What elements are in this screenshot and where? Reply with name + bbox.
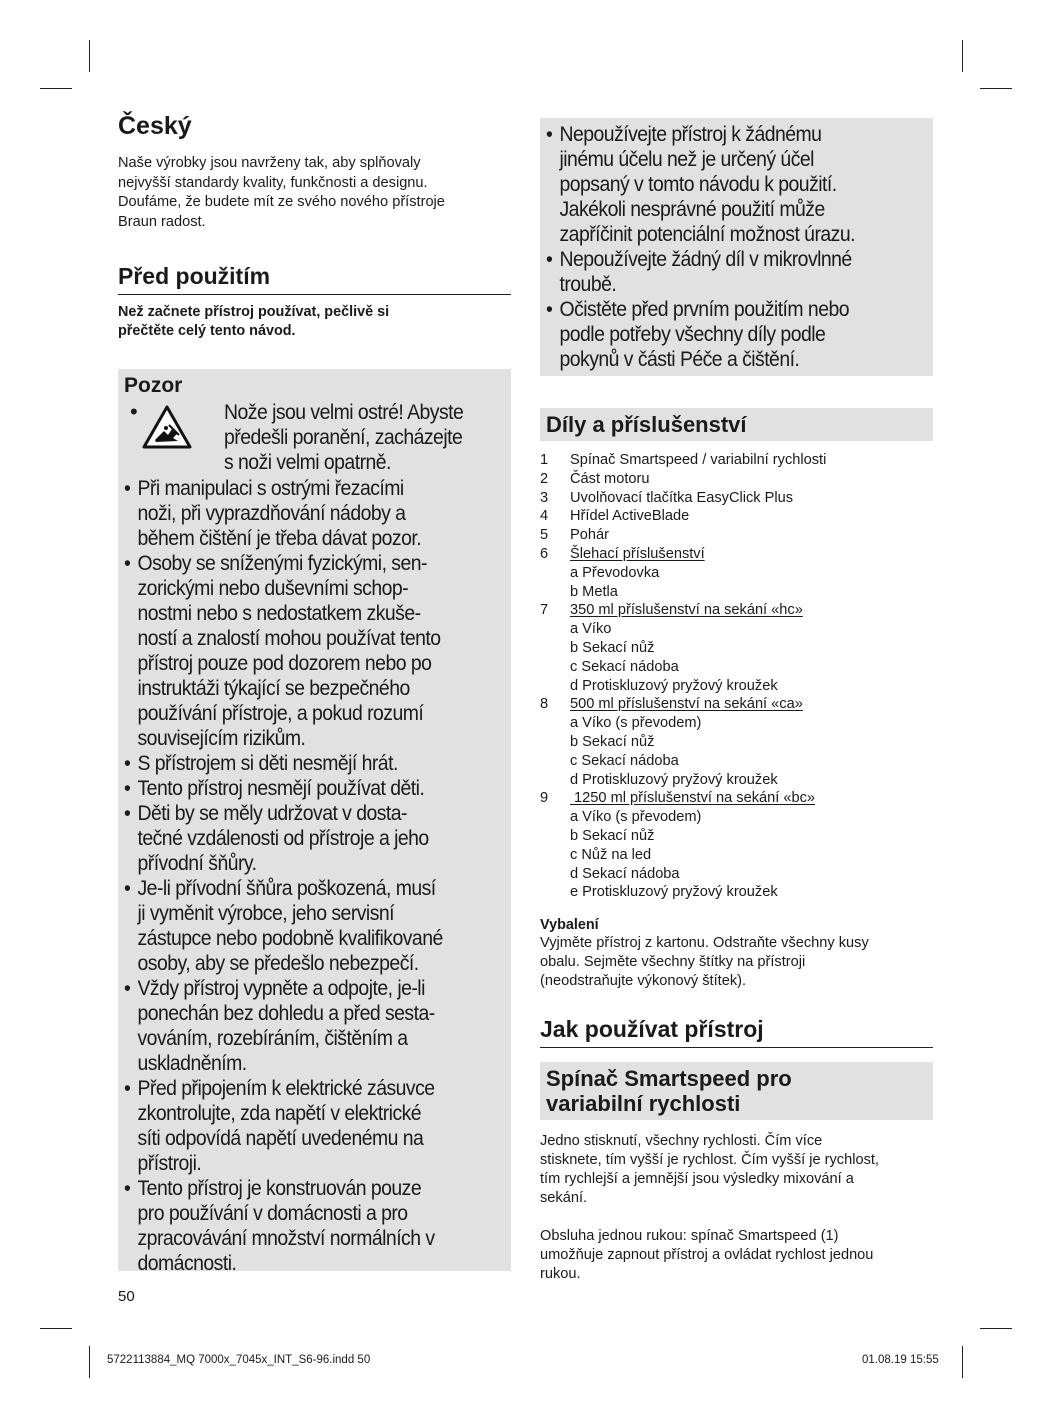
part-subitem: d Sekací nádoba [570, 865, 680, 882]
warning-box [118, 369, 511, 1275]
part-subitem: a Převodovka [570, 564, 660, 581]
part-label-text: Hřídel ActiveBlade [570, 508, 690, 525]
unpacking-text [540, 934, 933, 991]
text-line: pro používání v domácnosti a pro [137, 1200, 408, 1225]
warning-item [124, 475, 518, 550]
part-subitem: b Sekací nůž [570, 639, 655, 656]
crop-mark [40, 1328, 72, 1329]
part-subitem: c Nůž na led [570, 846, 652, 863]
text-line: přístroj pouze pod dozorem nebo po [137, 650, 432, 675]
intro-paragraph [118, 154, 511, 232]
part-subitem: b Metla [570, 583, 618, 600]
crop-mark [980, 88, 1012, 89]
text-line: domácnosti. [137, 1250, 237, 1275]
part-subitem: c Sekací nádoba [570, 658, 679, 675]
crop-mark [89, 40, 90, 72]
text-line: zástupce nebo podobně kvalifikované [137, 925, 443, 950]
part-subitem: b Sekací nůž [570, 733, 655, 750]
text-line: Před připojením k elektrické zásuvce [137, 1075, 435, 1100]
text-line: Obsluha jednou rukou: spínač Smartspeed (1) [540, 1228, 839, 1245]
text-line: popsaný v tomto návodu k použití. [559, 171, 837, 196]
warning-item [124, 775, 518, 800]
text-line: zpracovávání množství normálních v [137, 1225, 435, 1250]
text-line: síti odpovídá napětí uvedenému na [137, 1125, 424, 1150]
warning-item [546, 121, 940, 246]
text-line: předešli poranění, zacházejte [224, 424, 463, 449]
knife-hand-warning-icon [142, 405, 192, 449]
warning-item [124, 1075, 518, 1175]
text-line: přívodní šňůry. [137, 850, 257, 875]
heading-line: Spínač Smartspeed pro [546, 1066, 792, 1092]
text-line: vováním, rozebíráním, čištěním a [137, 1025, 408, 1050]
text-line: S přístrojem si děti nesmějí hrát. [137, 750, 398, 775]
smartspeed-heading [540, 1062, 933, 1120]
part-number: 4 [540, 508, 549, 525]
text-line: rukou. [540, 1266, 581, 1283]
text-line: zapříčinit potenciální možnost úrazu. [559, 221, 855, 246]
page-number: 50 [118, 1288, 135, 1305]
how-to-heading: Jak používat přístroj [540, 1015, 933, 1048]
footer-datetime: 01.08.19 15:55 [862, 1354, 939, 1366]
part-label [570, 789, 933, 808]
text-line: noži, při vyprazdňování nádoby a [137, 500, 406, 525]
part-number: 2 [540, 470, 549, 487]
part-subitem: c Sekací nádoba [570, 752, 679, 769]
text-line: Nože jsou velmi ostré! Abyste [224, 399, 464, 424]
text-line: používání přístroje, a pokud rozumí [137, 700, 424, 725]
part-subitem: a Víko [570, 621, 612, 638]
part-item [540, 470, 933, 489]
part-number: 8 [540, 696, 549, 713]
part-label-text: Šlehací příslušenství [570, 545, 705, 562]
bullet: • [130, 399, 138, 424]
text-line: instruktáži týkající se bezpečného [137, 675, 410, 700]
part-item [540, 507, 933, 526]
language-title: Český [118, 112, 192, 140]
top-warning-list [546, 121, 927, 371]
footer-file: 5722113884_MQ 7000x_7045x_INT_S6-96.indd 50 [107, 1354, 371, 1366]
warning-list [124, 475, 505, 1275]
part-item [540, 489, 933, 508]
text-line: s noži velmi opatrně. [224, 449, 391, 474]
heading-line: variabilní rychlosti [546, 1091, 741, 1117]
part-label-text: Spínač Smartspeed / variabilní rychlosti [570, 452, 827, 468]
part-label-text: Část motoru [570, 470, 650, 487]
text-line: Je-li přívodní šňůra poškozená, musí [137, 875, 436, 900]
warning-item [124, 550, 518, 750]
part-subitem: a Víko (s převodem) [570, 715, 702, 732]
part-subitem: b Sekací nůž [570, 827, 655, 844]
text-line: jinému účelu než je určený účel [559, 146, 814, 171]
warning-item [124, 1175, 518, 1275]
warning-item [546, 246, 940, 296]
text-line: Osoby se sníženými fyzickými, sen- [137, 550, 427, 575]
part-label-text: 1250 ml příslušenství na sekání «bc» [570, 790, 815, 807]
text-line: nostmi nebo s nedostatkem zkuše- [137, 600, 421, 625]
intro-line: Braun radost. [118, 213, 206, 230]
part-item [540, 526, 933, 545]
text-line: tečné vzdálenosti od přístroje a jeho [137, 825, 429, 850]
part-number: 9 [540, 790, 549, 807]
warning-item [124, 875, 518, 975]
text-line: ji vyměnit výrobce, jeho servisní [137, 900, 395, 925]
part-subitem: d Protiskluzový pryžový kroužek [570, 677, 778, 694]
part-number: 7 [540, 602, 549, 619]
text-line: zorickými nebo duševními schop- [137, 575, 409, 600]
lead-line: přečtěte celý tento návod. [118, 323, 296, 339]
intro-line: Naše výrobky jsou navrženy tak, aby splňovaly [118, 155, 421, 171]
crop-mark [962, 40, 963, 72]
text-line: během čištění je třeba dávat pozor. [137, 525, 422, 550]
part-label [570, 470, 933, 489]
warning-title: Pozor [124, 374, 183, 397]
text-line: Jakékoli nesprávné použití může [559, 196, 825, 221]
part-number: 3 [540, 489, 549, 506]
text-line: Tento přístroj je konstruován pouze [137, 1175, 422, 1200]
text-line: tím rychlejší a jemnější jsou výsledky mixování a [540, 1171, 854, 1188]
left-column [118, 110, 511, 1275]
text-line: Nepoužívejte přístroj k žádnému [559, 121, 822, 146]
unpacking-heading: Vybalení [540, 917, 599, 934]
crop-mark [89, 1346, 90, 1378]
part-label [570, 489, 933, 508]
part-subitem: e Protiskluzový pryžový kroužek [570, 884, 778, 901]
part-number: 1 [540, 452, 549, 468]
text-line: troubě. [559, 271, 617, 296]
crop-mark [980, 1328, 1012, 1329]
parts-list [540, 451, 933, 902]
text-line: přístroji. [137, 1150, 202, 1175]
part-item [540, 695, 933, 714]
before-use-lead [118, 303, 511, 341]
warning-item [546, 296, 940, 371]
before-use-heading: Před použitím [118, 262, 511, 295]
smartspeed-paragraph-2 [540, 1227, 933, 1284]
text-line: stisknete, tím vyšší je rychlost. Čím vyšší je rychlost, [540, 1152, 879, 1169]
crop-mark [962, 1346, 963, 1378]
text-line: Jedno stisknutí, všechny rychlosti. Čím více [540, 1133, 823, 1150]
text-line: podle potřeby všechny díly podle [559, 321, 826, 346]
crop-mark [40, 88, 72, 89]
intro-line: Doufáme, že budete mít ze svého nového přístroje [118, 194, 445, 210]
text-line: Děti by se měly udržovat v dosta- [137, 800, 407, 825]
right-column [540, 110, 933, 1284]
part-number: 5 [540, 527, 549, 544]
parts-heading: Díly a příslušenství [540, 408, 933, 441]
part-label [570, 545, 933, 564]
part-label [570, 695, 933, 714]
part-label-text: Uvolňovací tlačítka EasyClick Plus [570, 489, 794, 506]
knife-warning-row [124, 399, 505, 475]
text-line: ností a znalostí mohou používat tento [137, 625, 441, 650]
text-line: (neodstraňujte výkonový štítek). [540, 973, 747, 990]
text-line: sekání. [540, 1190, 588, 1207]
part-item [540, 451, 933, 470]
part-item [540, 789, 933, 808]
warning-item [124, 975, 518, 1075]
part-number: 6 [540, 545, 549, 562]
part-label-text: Pohár [570, 527, 609, 544]
part-label [570, 601, 933, 620]
top-warning-box [540, 118, 933, 376]
part-item [540, 601, 933, 620]
part-label-text: 350 ml příslušenství na sekání «hc» [570, 602, 803, 619]
text-line: Vždy přístroj vypněte a odpojte, je-li [137, 975, 425, 1000]
part-label [570, 526, 933, 545]
text-line: ponechán bez dohledu a před sesta- [137, 1000, 435, 1025]
smartspeed-paragraph-1 [540, 1132, 933, 1208]
text-line: Tento přístroj nesmějí používat děti. [137, 775, 425, 800]
warning-item [124, 750, 518, 775]
text-line: umožňuje zapnout přístroj a ovládat rychlost jednou [540, 1247, 874, 1264]
text-line: Vyjměte přístroj z kartonu. Odstraňte všechny kusy [540, 935, 869, 952]
text-line: Očistěte před prvním použitím nebo [559, 296, 850, 321]
intro-line: nejvyšší standardy kvality, funkčnosti a designu. [118, 174, 428, 191]
text-line: uskladněním. [137, 1050, 247, 1075]
text-line: osoby, aby se předešlo nebezpečí. [137, 950, 419, 975]
part-label [570, 507, 933, 526]
part-label-text: 500 ml příslušenství na sekání «ca» [570, 696, 803, 713]
text-line: souvisejícím rizikům. [137, 725, 306, 750]
text-line: zkontrolujte, zda napětí v elektrické [137, 1100, 422, 1125]
text-line: pokynů v části Péče a čištění. [559, 346, 800, 371]
knife-warning-text [224, 399, 494, 474]
part-item [540, 545, 933, 564]
warning-item [124, 800, 518, 875]
lead-line: Než začnete přístroj používat, pečlivě si [118, 304, 390, 320]
text-line: obalu. Sejměte všechny štítky na přístroji [540, 954, 806, 971]
part-label [570, 451, 933, 470]
text-line: Nepoužívejte žádný díl v mikrovlnné [559, 246, 852, 271]
part-subitem: d Protiskluzový pryžový kroužek [570, 771, 778, 788]
part-subitem: a Víko (s převodem) [570, 809, 702, 826]
text-line: Při manipulaci s ostrými řezacími [137, 475, 404, 500]
